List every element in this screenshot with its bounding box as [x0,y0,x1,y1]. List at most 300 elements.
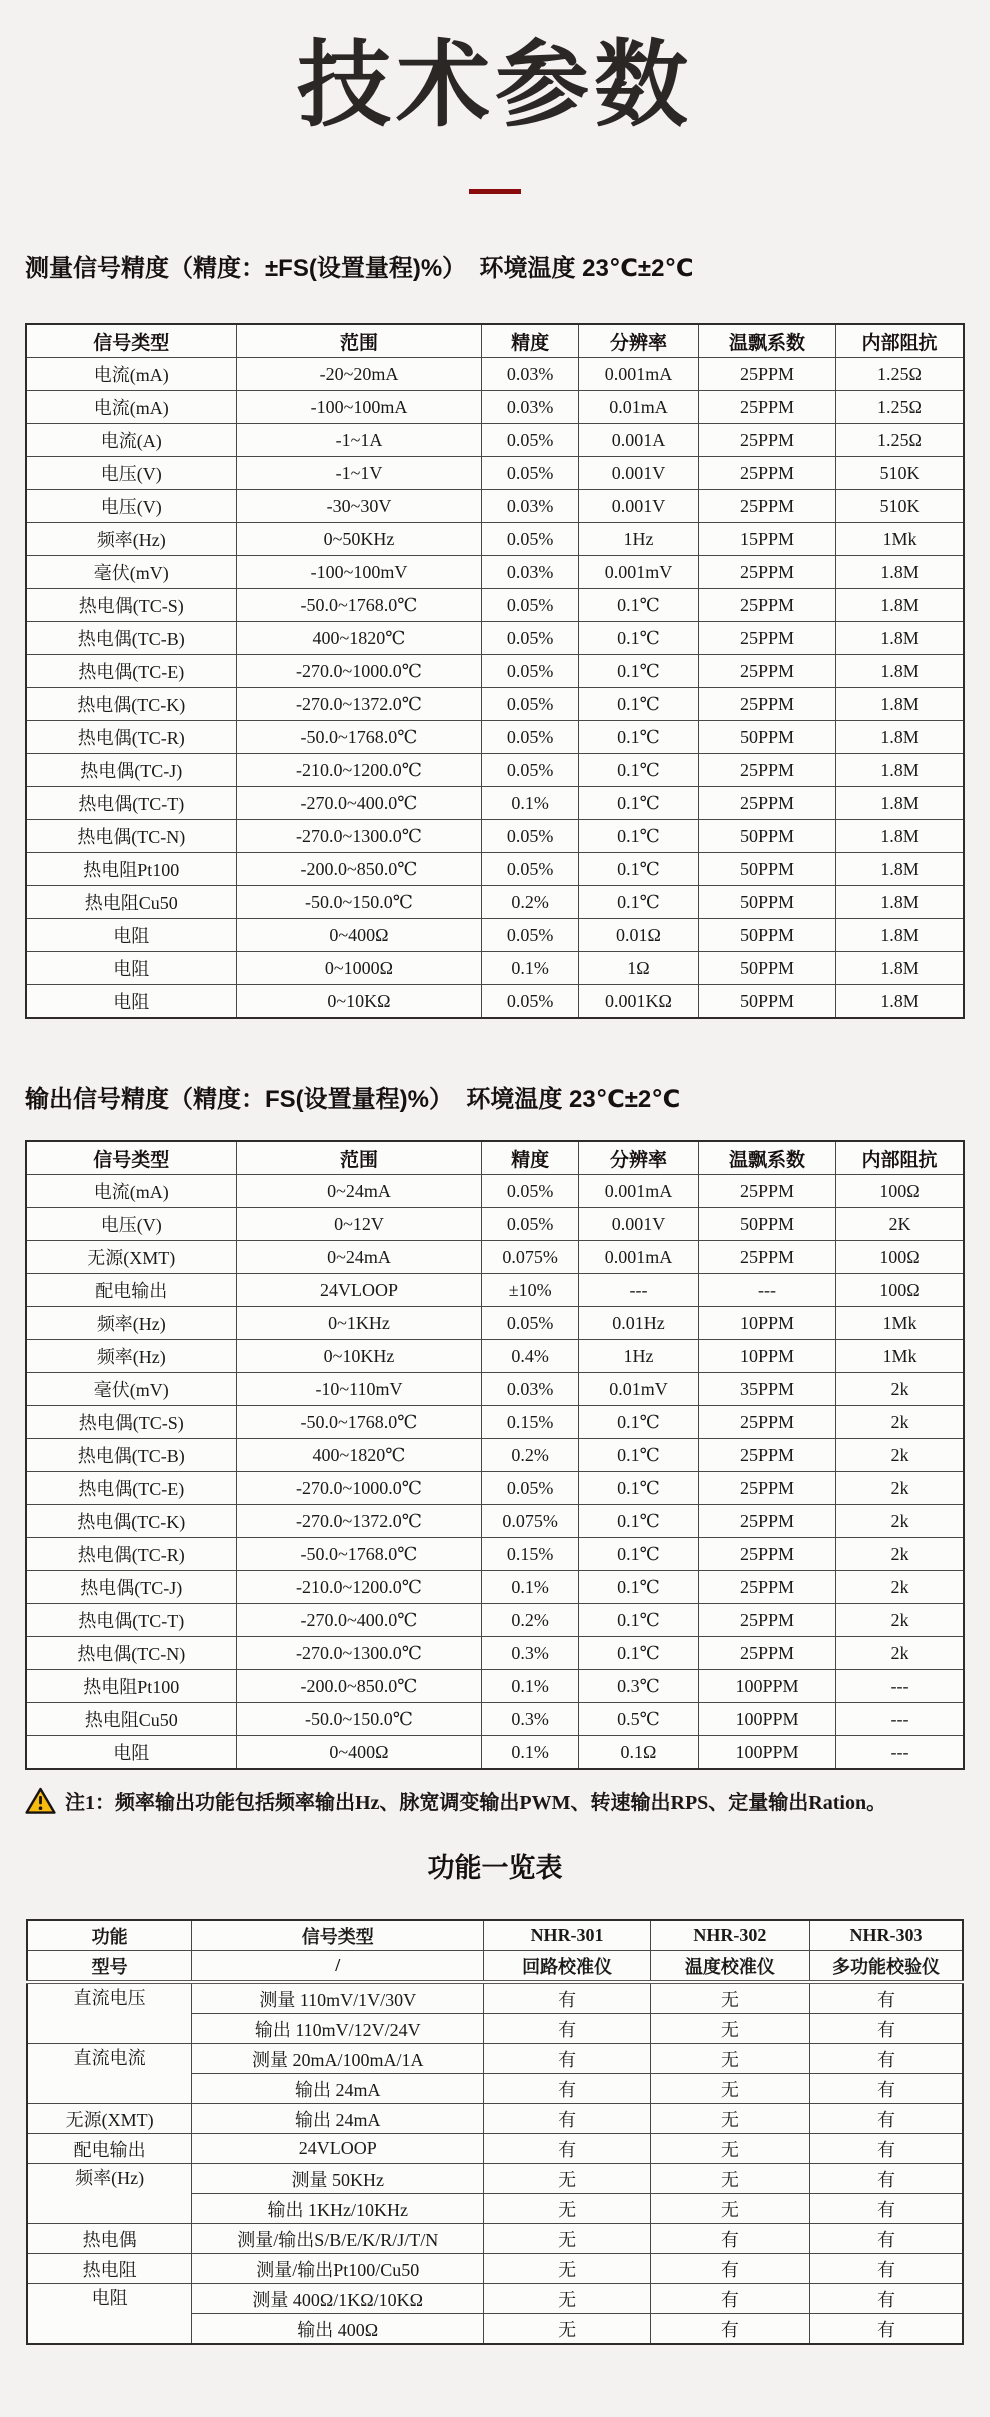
title-underline-divider [469,189,521,194]
table-cell: 0.05% [482,754,579,787]
row-label-cell: 热电偶 [27,2224,192,2254]
table-cell: 1.25Ω [835,358,964,391]
table-cell: 0.1℃ [578,589,698,622]
table-cell: 0.1% [482,787,579,820]
table-cell: 0.3℃ [578,1670,698,1703]
table-cell: 0.075% [482,1241,579,1274]
table-row [27,1982,963,2014]
table-cell: 0.1℃ [578,754,698,787]
table-row [26,787,964,820]
table-cell: 电压(V) [26,490,236,523]
table-cell: 0.05% [482,424,579,457]
table-cell: 0.001mA [578,1241,698,1274]
table-cell: 25PPM [699,1637,836,1670]
table-cell: 25PPM [699,1439,836,1472]
table-cell: 无 [650,2074,809,2104]
table-row [26,1472,964,1505]
table-cell: 输出 110mV/12V/24V [192,2014,484,2044]
table-cell: 400~1820℃ [236,622,482,655]
table-cell: 测量 20mA/100mA/1A [192,2044,484,2074]
table-cell: 1.25Ω [835,391,964,424]
column-header: 功能 [27,1920,192,1951]
table-cell: 有 [809,2164,963,2194]
table-cell: -10~110mV [236,1373,482,1406]
table-cell: 0.03% [482,556,579,589]
table-cell: 有 [650,2254,809,2284]
table-cell: 1.8M [835,853,964,886]
table-cell: 测量 400Ω/1KΩ/10KΩ [192,2284,484,2314]
table-cell: 0.3% [482,1703,579,1736]
table-cell: 有 [650,2284,809,2314]
table-cell: 0.05% [482,523,579,556]
table-cell: 25PPM [699,490,836,523]
column-header: 分辨率 [578,1141,698,1175]
table-cell: 0.1℃ [578,886,698,919]
table-cell: 0.03% [482,391,579,424]
table-cell: 电阻 [26,985,236,1019]
table-cell: -20~20mA [236,358,482,391]
column-header: 精度 [482,324,579,358]
table-cell: 10PPM [699,1340,836,1373]
table-cell: 0.075% [482,1505,579,1538]
table-cell: 无 [484,2224,651,2254]
table-cell: 0.1℃ [578,1538,698,1571]
table-cell: 0.05% [482,457,579,490]
table-cell: 0.001KΩ [578,985,698,1019]
table-cell: 400~1820℃ [236,1439,482,1472]
table-cell: 测量 110mV/1V/30V [192,1982,484,2014]
table-cell: 2k [835,1505,964,1538]
table-row [26,391,964,424]
table-row [26,1703,964,1736]
table-row [26,1604,964,1637]
table-cell: 0.1℃ [578,853,698,886]
table-cell: -50.0~150.0℃ [236,1703,482,1736]
table-cell: 0.01Hz [578,1307,698,1340]
table-cell: 热电阻Cu50 [26,886,236,919]
table-cell: 有 [809,2074,963,2104]
output-table-header-row [26,1141,964,1175]
table-cell: -100~100mA [236,391,482,424]
table-cell: 25PPM [699,1538,836,1571]
table-cell: -200.0~850.0℃ [236,853,482,886]
table-row [26,754,964,787]
table-cell: 15PPM [699,523,836,556]
table-cell: 无 [650,2164,809,2194]
table-cell: 有 [484,2104,651,2134]
table-cell: 0~50KHz [236,523,482,556]
function-table-heading: 功能一览表 [427,1853,563,1884]
table-cell: 0~10KHz [236,1340,482,1373]
measure-table-header-row [26,324,964,358]
column-header: 精度 [482,1141,579,1175]
table-cell: -210.0~1200.0℃ [236,754,482,787]
table-row [27,2164,963,2194]
table-row [26,523,964,556]
table-row [27,2044,963,2074]
table-cell: 有 [809,2134,963,2164]
table-cell: 100PPM [699,1670,836,1703]
table-cell: 1.8M [835,721,964,754]
table-cell: 24VLOOP [192,2134,484,2164]
table-cell: 有 [484,2044,651,2074]
table-cell: 0.1Ω [578,1736,698,1770]
table-row [26,1736,964,1770]
table-row [26,985,964,1019]
table-cell: 0.1℃ [578,1571,698,1604]
table-cell: 有 [809,2104,963,2134]
table-cell: 0.001V [578,490,698,523]
table-cell: 0.1% [482,1736,579,1770]
table-row [26,952,964,985]
table-cell: 电阻 [26,1736,236,1770]
table-row [27,2224,963,2254]
table-cell: 100PPM [699,1736,836,1770]
table-cell: -270.0~1300.0℃ [236,1637,482,1670]
table-cell: 0.05% [482,985,579,1019]
row-label-cell: 型号 [27,1951,192,1983]
table-cell: 输出 24mA [192,2074,484,2104]
table-cell: 0.1% [482,1571,579,1604]
table-cell: 毫伏(mV) [26,1373,236,1406]
table-cell: --- [578,1274,698,1307]
table-cell: 25PPM [699,1472,836,1505]
table-cell: 输出 400Ω [192,2314,484,2345]
table-cell: 0.05% [482,1472,579,1505]
table-cell: --- [835,1670,964,1703]
note-text: 注1：频率输出功能包括频率输出Hz、脉宽调变输出PWM、转速输出RPS、定量输出Ration。 [65,1792,887,1815]
table-cell: 电压(V) [26,1208,236,1241]
table-cell: -270.0~1000.0℃ [236,655,482,688]
table-cell: 0.4% [482,1340,579,1373]
table-cell: 1.8M [835,655,964,688]
table-cell: 测量/输出S/B/E/K/R/J/T/N [192,2224,484,2254]
table-cell: 0~12V [236,1208,482,1241]
table-cell: 50PPM [699,853,836,886]
column-header: NHR-301 [484,1920,651,1951]
table-row [26,358,964,391]
column-header: 温飘系数 [699,1141,836,1175]
table-row [26,1274,964,1307]
table-cell: 25PPM [699,787,836,820]
table-row [27,1951,963,1983]
table-cell: 25PPM [699,1505,836,1538]
table-cell: 100Ω [835,1241,964,1274]
table-cell: 有 [809,2314,963,2345]
table-cell: 热电偶(TC-T) [26,1604,236,1637]
table-cell: 毫伏(mV) [26,556,236,589]
table-cell: -270.0~1300.0℃ [236,820,482,853]
table-cell: 有 [650,2224,809,2254]
table-cell: 有 [484,1982,651,2014]
table-row [26,688,964,721]
table-cell: --- [835,1703,964,1736]
table-cell: 无 [484,2194,651,2224]
column-header: NHR-303 [809,1920,963,1951]
table-row [26,1241,964,1274]
row-label-cell: 热电阻 [27,2254,192,2284]
table-cell: 25PPM [699,1406,836,1439]
row-label-cell: 无源(XMT) [27,2104,192,2134]
table-cell: 100Ω [835,1175,964,1208]
table-cell: 0.15% [482,1406,579,1439]
table-cell: 有 [809,2284,963,2314]
table-cell: 2k [835,1571,964,1604]
table-cell: 0.05% [482,1175,579,1208]
table-cell: -270.0~1372.0℃ [236,688,482,721]
table-cell: 0~10KΩ [236,985,482,1019]
table-cell: 有 [809,2224,963,2254]
table-cell: 无 [484,2314,651,2345]
column-header: 范围 [236,324,482,358]
table-cell: 频率(Hz) [26,1340,236,1373]
table-row [26,1406,964,1439]
table-cell: 1.8M [835,787,964,820]
table-cell: --- [699,1274,836,1307]
table-cell: 温度校准仪 [650,1951,809,1983]
table-cell: 0.01mV [578,1373,698,1406]
measure-table-body [26,358,964,1019]
table-cell: 0.1℃ [578,1406,698,1439]
table-row [26,820,964,853]
table-cell: --- [835,1736,964,1770]
table-cell: -50.0~1768.0℃ [236,1538,482,1571]
table-cell: 1.8M [835,622,964,655]
table-row [26,1670,964,1703]
table-cell: 0.1% [482,952,579,985]
table-cell: 无 [650,2044,809,2074]
table-cell: -270.0~1000.0℃ [236,1472,482,1505]
row-label-cell: 配电输出 [27,2134,192,2164]
table-cell: 配电输出 [26,1274,236,1307]
table-cell: 热电偶(TC-N) [26,820,236,853]
table-cell: 0.1℃ [578,1637,698,1670]
table-cell: 热电偶(TC-R) [26,721,236,754]
table-cell: 100Ω [835,1274,964,1307]
table-cell: 0.001mV [578,556,698,589]
table-row [26,556,964,589]
table-cell: 0~1000Ω [236,952,482,985]
table-cell: 100PPM [699,1703,836,1736]
measure-section-heading: 测量信号精度（精度：±FS(设置量程)%） 环境温度 23℃±2℃ [25,255,694,283]
table-cell: 热电阻Cu50 [26,1703,236,1736]
table-cell: 0.1℃ [578,820,698,853]
table-cell: 25PPM [699,1571,836,1604]
table-cell: 0.05% [482,853,579,886]
table-cell: 电流(A) [26,424,236,457]
table-cell: 无 [650,2104,809,2134]
table-cell: 25PPM [699,655,836,688]
table-cell: 2k [835,1373,964,1406]
table-cell: 25PPM [699,589,836,622]
table-cell: 0~24mA [236,1241,482,1274]
table-row [26,721,964,754]
table-cell: 0.05% [482,1208,579,1241]
table-cell: -1~1A [236,424,482,457]
table-row [26,853,964,886]
output-spec-table [25,1140,965,1770]
table-cell: 0.05% [482,721,579,754]
table-cell: -50.0~1768.0℃ [236,589,482,622]
table-cell: 0.05% [482,688,579,721]
table-cell: 多功能校验仪 [809,1951,963,1983]
table-row [26,1538,964,1571]
table-cell: 有 [484,2014,651,2044]
table-cell: 电阻 [26,952,236,985]
table-cell: 无 [650,2134,809,2164]
table-cell: 2k [835,1538,964,1571]
table-row [26,1208,964,1241]
table-cell: 1Ω [578,952,698,985]
table-cell: 0.01mA [578,391,698,424]
table-cell: 50PPM [699,919,836,952]
table-cell: 0~400Ω [236,1736,482,1770]
table-cell: 25PPM [699,622,836,655]
table-cell: -50.0~150.0℃ [236,886,482,919]
table-row [26,490,964,523]
table-cell: 0.15% [482,1538,579,1571]
table-cell: 0.05% [482,1307,579,1340]
table-cell: 电压(V) [26,457,236,490]
table-cell: 有 [809,2194,963,2224]
table-row [26,655,964,688]
table-row [26,424,964,457]
table-cell: -100~100mV [236,556,482,589]
table-cell: -200.0~850.0℃ [236,1670,482,1703]
table-row [26,589,964,622]
table-cell: 510K [835,457,964,490]
table-cell: 0.01Ω [578,919,698,952]
table-cell: 0.03% [482,1373,579,1406]
table-cell: 无 [484,2254,651,2284]
table-cell: 热电偶(TC-J) [26,1571,236,1604]
table-cell: 0.03% [482,358,579,391]
table-cell: 热电偶(TC-E) [26,1472,236,1505]
table-cell: 1.8M [835,919,964,952]
column-header: 温飘系数 [699,324,836,358]
row-label-cell: 直流电流 [27,2044,192,2104]
table-cell: 电流(mA) [26,1175,236,1208]
table-row [27,2134,963,2164]
table-cell: 0~24mA [236,1175,482,1208]
table-cell: 热电偶(TC-B) [26,1439,236,1472]
table-cell: 无 [484,2284,651,2314]
table-cell: 25PPM [699,1241,836,1274]
table-row [26,1571,964,1604]
table-cell: 有 [650,2314,809,2345]
table-cell: -210.0~1200.0℃ [236,1571,482,1604]
table-cell: 25PPM [699,1175,836,1208]
table-cell: 有 [809,2014,963,2044]
function-table-body [27,1951,963,2345]
table-cell: 0.1℃ [578,787,698,820]
table-cell: 0.2% [482,1604,579,1637]
table-cell: 0.1℃ [578,655,698,688]
table-cell: 1.8M [835,985,964,1019]
row-label-cell: 直流电压 [27,1982,192,2044]
table-cell: 0.03% [482,490,579,523]
table-cell: 0.001A [578,424,698,457]
table-row [26,1373,964,1406]
table-row [26,1505,964,1538]
table-cell: 0.05% [482,820,579,853]
table-cell: 热电偶(TC-S) [26,589,236,622]
function-overview-table [26,1919,964,2345]
table-cell: 50PPM [699,721,836,754]
table-cell: ±10% [482,1274,579,1307]
table-cell: 0.001V [578,1208,698,1241]
table-cell: 有 [484,2134,651,2164]
table-cell: 0.001mA [578,358,698,391]
table-cell: -50.0~1768.0℃ [236,721,482,754]
table-cell: 电流(mA) [26,358,236,391]
table-cell: 0.05% [482,919,579,952]
table-cell: 测量 50KHz [192,2164,484,2194]
table-cell: 25PPM [699,424,836,457]
table-cell: 0.3% [482,1637,579,1670]
table-cell: 2k [835,1604,964,1637]
output-section-heading: 输出信号精度（精度：FS(设置量程)%） 环境温度 23℃±2℃ [25,1086,681,1114]
table-cell: 无 [650,2014,809,2044]
measure-spec-table [25,323,965,1019]
table-cell: 1Hz [578,1340,698,1373]
table-cell: 0.1℃ [578,1505,698,1538]
table-cell: 1Mk [835,523,964,556]
table-cell: 510K [835,490,964,523]
table-cell: 1.25Ω [835,424,964,457]
output-table-body [26,1175,964,1770]
row-label-cell: 电阻 [27,2284,192,2345]
column-header: 内部阻抗 [835,1141,964,1175]
column-header: 内部阻抗 [835,324,964,358]
table-row [26,1340,964,1373]
table-cell: 1.8M [835,556,964,589]
column-header: 信号类型 [26,324,236,358]
function-table-header-row [27,1920,963,1951]
table-cell: 0.2% [482,1439,579,1472]
table-cell: 热电偶(TC-R) [26,1538,236,1571]
table-row [26,622,964,655]
table-cell: 热电偶(TC-T) [26,787,236,820]
table-cell: 热电偶(TC-J) [26,754,236,787]
table-row [26,457,964,490]
table-cell: 2k [835,1439,964,1472]
table-cell: 电流(mA) [26,391,236,424]
table-cell: 1.8M [835,589,964,622]
table-cell: 25PPM [699,457,836,490]
table-cell: 0.1℃ [578,721,698,754]
column-header: 分辨率 [578,324,698,358]
table-cell: 50PPM [699,985,836,1019]
table-cell: 无 [650,2194,809,2224]
warning-triangle-icon [25,1787,56,1815]
table-cell: -1~1V [236,457,482,490]
table-cell: 1.8M [835,754,964,787]
table-cell: 0.1℃ [578,622,698,655]
table-cell: 25PPM [699,1604,836,1637]
table-cell: 热电阻Pt100 [26,1670,236,1703]
table-cell: 50PPM [699,820,836,853]
table-cell: 50PPM [699,886,836,919]
table-cell: 1Mk [835,1307,964,1340]
table-cell: 50PPM [699,952,836,985]
table-cell: 0.001V [578,457,698,490]
table-row [26,886,964,919]
table-cell: 1.8M [835,688,964,721]
table-cell: 0.05% [482,622,579,655]
table-cell: / [192,1951,484,1983]
table-row [27,2104,963,2134]
